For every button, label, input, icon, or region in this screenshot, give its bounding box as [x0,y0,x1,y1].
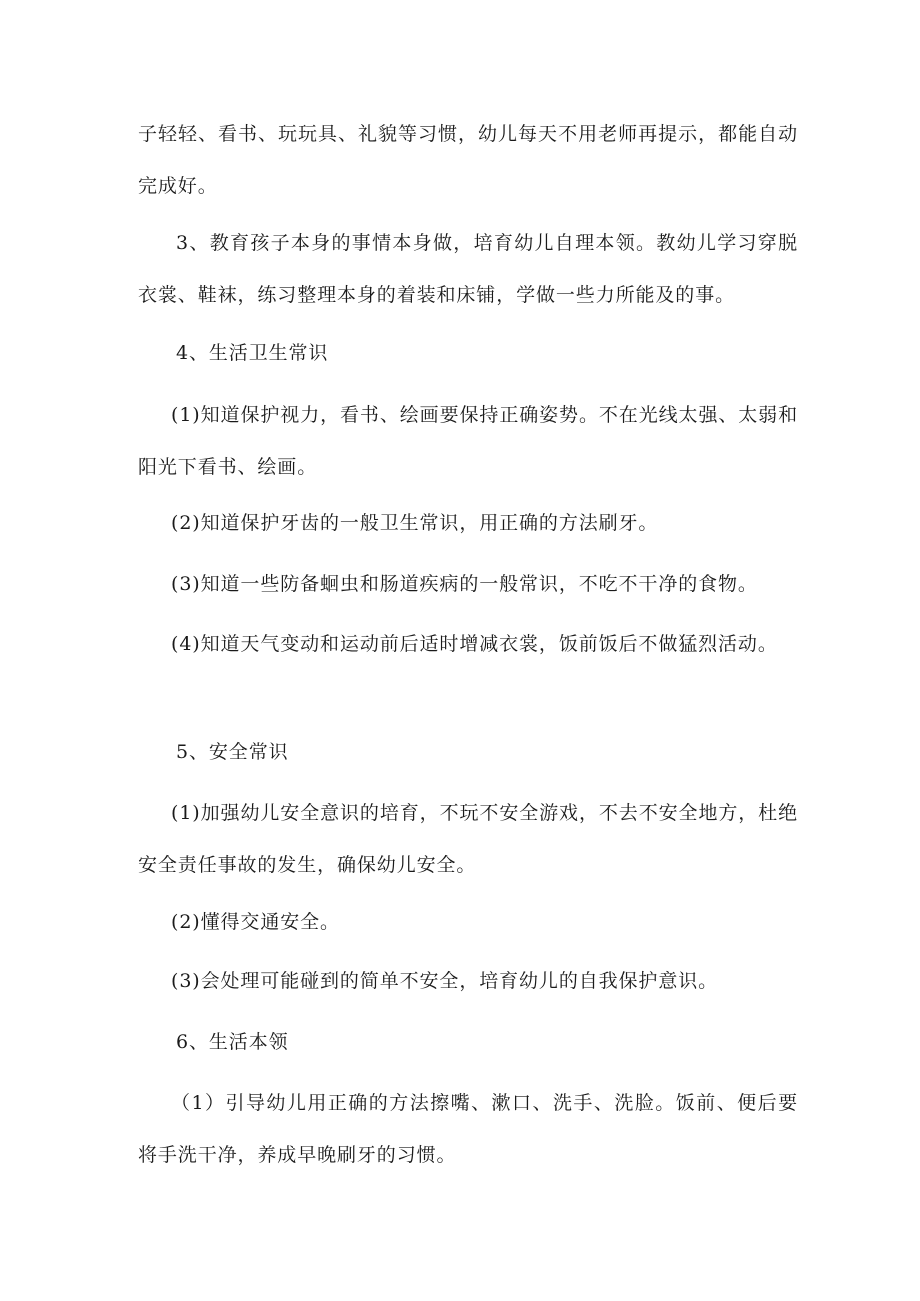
paragraph-hygiene-4: (4)知道天气变动和运动前后适时增减衣裳，饭前饭后不做猛烈活动。 [171,633,778,655]
paragraph-life-skills-1: （1）引导幼儿用正确的方法擦嘴、漱口、洗手、洗脸。饭前、便后要将手洗干净，养成早晚刷牙的习惯。 [138,1092,798,1166]
paragraph-item-3: 3、教育孩子本身的事情本身做，培育幼儿自理本领。教幼儿学习穿脱衣裳、鞋袜，练习整理本身的着装和床铺，学做一些力所能及的事。 [138,232,798,306]
paragraph-continuation: 子轻轻、看书、玩玩具、礼貌等习惯，幼儿每天不用老师再提示，都能自动完成好。 [138,123,798,197]
paragraph-safety-3: (3)会处理可能碰到的简单不安全，培育幼儿的自我保护意识。 [171,970,719,992]
heading-life-skills: 6、生活本领 [176,1031,289,1053]
paragraph-safety-1: (1)加强幼儿安全意识的培育，不玩不安全游戏，不去不安全地方，杜绝安全责任事故的发生，确保幼儿安全。 [138,802,798,876]
paragraph-hygiene-3: (3)知道一些防备蛔虫和肠道疾病的一般常识，不吃不干净的食物。 [171,573,758,595]
paragraph-hygiene-2: (2)知道保护牙齿的一般卫生常识，用正确的方法刷牙。 [171,512,659,534]
heading-safety-knowledge: 5、安全常识 [176,741,289,763]
paragraph-safety-2: (2)懂得交通安全。 [171,911,340,933]
paragraph-hygiene-1: (1)知道保护视力，看书、绘画要保持正确姿势。不在光线太强、太弱和阳光下看书、绘画。 [138,404,798,478]
heading-hygiene-knowledge: 4、生活卫生常识 [176,342,329,364]
